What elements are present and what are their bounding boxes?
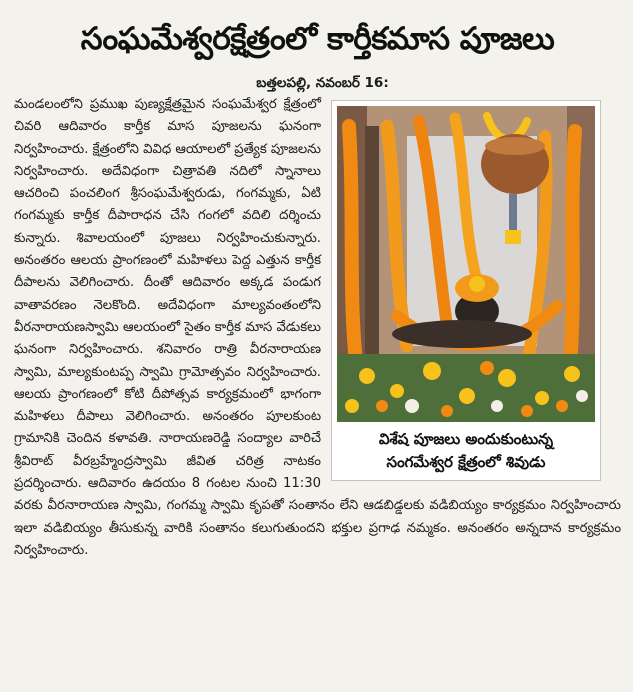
photo-caption-line-1: విశేష పూజలు అందుకుంటున్న bbox=[378, 430, 554, 448]
news-photo-figure bbox=[331, 100, 601, 481]
temple-shivalinga-photo bbox=[337, 106, 595, 422]
dateline: బత్తలపల్లి, నవంబర్ 16: bbox=[256, 75, 389, 91]
article-paragraph: మండలంలోని ప్రముఖ పుణ్యక్షేత్రమైన సంఘమేశ్వర క్షేత్రంలో చివరి ఆదివారం కార్తీక మాస పూజలను ఘనంగా నిర్వహించారు. క్షేత్రంలోని వివిధ ఆయాలలో ప్రత్యేక పూజలను నిర్వహించారు. అదేవిధంగా చిత్రావతి నదిలో స్నానాలు ఆచరించి పంచలింగ శ్రీసంఘమేశ్వరుడు, గంగమ్మకు, ఏటి గంగమ్మకు కార్తీక దీపారాధన చేసి గంగలో వదిలి దర్శించు కున్నారు. శివాలయంలో పూజలు నిర్వహించుకున్నారు. అనంతరం ఆలయ ప్రాంగణంలో మహిళలు పెద్ద ఎత్తున కార్తీక దీపాలను వెలిగించారు. దీంతో ఆదివారం అక్కడ పండుగ వాతావరణం నెలకొంది. అదేవిధంగా మాల్యవంతంలోని వీరనారాయణస్వామి ఆలయంలో సైతం కార్తీక మాస వేడుకలు ఘనంగా నిర్వహించారు. శనివారం రాత్రి వీరనారాయణ స్వామి, మాల్యకుంటప్ప స్వామి గ్రామోత్సవం నిర్వహించారు. ఆలయ ప్రాంగణంలో కోటి దీపోత్సవ కార్యక్రమంలో భాగంగా మహిళలు దీపాలు వెలిగించారు. అనంతరం పూలకుంట గ్రామానికి చెందిన కళావతి. నారాయణరెడ్డి సంద్యాల వారిచే శ్రీవిరాట్ వీరబ్రహ్మేంద్రస్వామి జీవిత చరిత్ర నాటకం ప్రదర్శించారు. ఆదివారం ఉదయం 8 గంటల నుంచి 11:30 వరకు వీరనారాయణ స్వామి, గంగమ్మ స్వామి కృపతో సంతానం లేని ఆడబిడ్డలకు వడిబియ్యం కార్యక్రమం నిర్వహించారు ఇలా వడిబియ్యం తీసుకున్న వారికి సంతానం కలుగుతుందని భక్తుల ప్రగాఢ నమ్మకం. అనంతరం అన్నదాన కార్యక్రమం నిర్వహించారు. bbox=[14, 97, 621, 558]
photo-caption-line-2: సంగమేశ్వర క్షేత్రంలో శివుడు bbox=[386, 453, 546, 471]
article-body bbox=[14, 94, 621, 562]
headline: సంఘమేశ్వరక్షేత్రంలో కార్తీకమాస పూజలు bbox=[80, 21, 555, 57]
photo-caption bbox=[337, 422, 595, 474]
